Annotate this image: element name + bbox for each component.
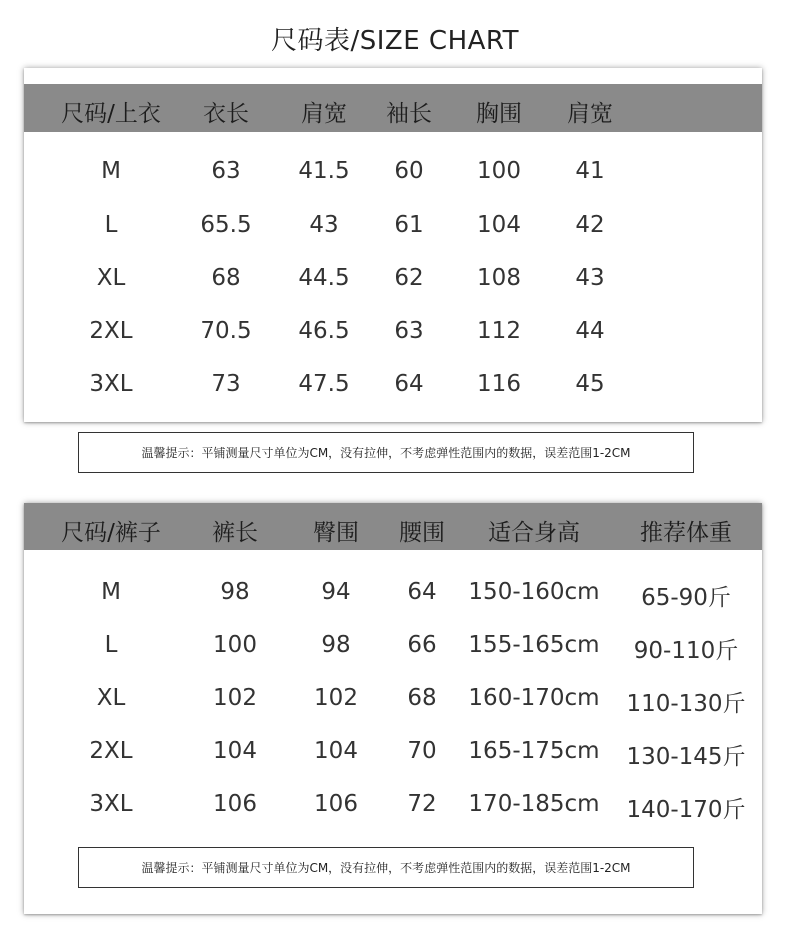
tops-measurement-note: 温馨提示：平铺测量尺寸单位为CM，没有拉伸，不考虑弹性范围内的数据，误差范围1-2CM (78, 432, 694, 473)
table-cell: 70.5 (200, 318, 252, 344)
table-cell: 62 (394, 265, 424, 291)
table-cell: 160-170cm (468, 685, 600, 711)
header-cell-height: 适合身高 (488, 520, 580, 546)
table-cell: 66 (407, 632, 437, 658)
pants-measurement-note: 温馨提示：平铺测量尺寸单位为CM，没有拉伸，不考虑弹性范围内的数据，误差范围1-2CM (78, 847, 694, 888)
header-cell-size: 尺码/上衣 (61, 101, 161, 127)
table-cell: 104 (477, 212, 521, 238)
table-cell: 41.5 (298, 158, 350, 184)
table-cell: 140-170斤 (626, 797, 746, 823)
table-cell: 130-145斤 (626, 744, 746, 770)
header-cell-size: 尺码/裤子 (61, 520, 161, 546)
table-row (24, 206, 762, 246)
table-cell: 63 (394, 318, 424, 344)
header-cell-length: 衣长 (203, 101, 249, 127)
table-cell: 98 (220, 579, 250, 605)
table-cell: 47.5 (298, 371, 350, 397)
table-cell: 42 (575, 212, 605, 238)
page-title: 尺码表/SIZE CHART (271, 26, 519, 56)
header-cell-shoulder: 肩宽 (301, 101, 347, 127)
table-cell: 165-175cm (468, 738, 600, 764)
table-cell: 70 (407, 738, 437, 764)
table-cell: 61 (394, 212, 424, 238)
table-row (24, 152, 762, 192)
table-cell: 155-165cm (468, 632, 600, 658)
tops-size-table (24, 68, 762, 422)
table-cell: 108 (477, 265, 521, 291)
table-cell: 102 (213, 685, 257, 711)
size-cell: L (104, 632, 118, 658)
table-row (24, 732, 762, 772)
table-cell: 102 (314, 685, 358, 711)
table-cell: 65.5 (200, 212, 252, 238)
table-cell: 73 (211, 371, 241, 397)
table-cell: 64 (407, 579, 437, 605)
size-cell: M (101, 579, 121, 605)
table-row (24, 573, 762, 613)
header-cell-chest: 胸围 (476, 101, 522, 127)
table-cell: 110-130斤 (626, 691, 746, 717)
header-cell-weight: 推荐体重 (640, 520, 732, 546)
table-cell: 65-90斤 (641, 585, 731, 611)
table-cell: 170-185cm (468, 791, 600, 817)
pants-table-header (24, 503, 762, 550)
header-cell-sleeve: 袖长 (386, 101, 432, 127)
table-cell: 45 (575, 371, 605, 397)
header-cell-hip: 臀围 (313, 520, 359, 546)
table-cell: 72 (407, 791, 437, 817)
table-cell: 46.5 (298, 318, 350, 344)
table-cell: 64 (394, 371, 424, 397)
table-cell: 68 (407, 685, 437, 711)
table-cell: 90-110斤 (633, 638, 739, 664)
size-cell: 2XL (89, 738, 133, 764)
table-cell: 94 (321, 579, 351, 605)
table-cell: 106 (314, 791, 358, 817)
table-row (24, 365, 762, 405)
table-cell: 112 (477, 318, 521, 344)
table-cell: 98 (321, 632, 351, 658)
table-row (24, 259, 762, 299)
table-cell: 41 (575, 158, 605, 184)
table-row (24, 785, 762, 825)
tops-table-header (24, 84, 762, 132)
size-cell: 2XL (89, 318, 133, 344)
table-cell: 106 (213, 791, 257, 817)
table-cell: 150-160cm (468, 579, 600, 605)
table-cell: 60 (394, 158, 424, 184)
size-cell: 3XL (89, 791, 133, 817)
header-cell-pants-length: 裤长 (212, 520, 258, 546)
table-cell: 63 (211, 158, 241, 184)
table-row (24, 679, 762, 719)
size-cell: L (104, 212, 118, 238)
size-cell: XL (96, 685, 126, 711)
header-cell-shoulder-2: 肩宽 (567, 101, 613, 127)
table-cell: 104 (314, 738, 358, 764)
table-cell: 68 (211, 265, 241, 291)
table-row (24, 626, 762, 666)
table-cell: 44 (575, 318, 605, 344)
table-cell: 100 (213, 632, 257, 658)
header-cell-waist: 腰围 (399, 520, 445, 546)
size-cell: 3XL (89, 371, 133, 397)
table-cell: 116 (477, 371, 521, 397)
table-row (24, 312, 762, 352)
size-cell: XL (96, 265, 126, 291)
size-cell: M (101, 158, 121, 184)
table-cell: 43 (309, 212, 339, 238)
table-cell: 44.5 (298, 265, 350, 291)
table-cell: 43 (575, 265, 605, 291)
table-cell: 104 (213, 738, 257, 764)
table-cell: 100 (477, 158, 521, 184)
